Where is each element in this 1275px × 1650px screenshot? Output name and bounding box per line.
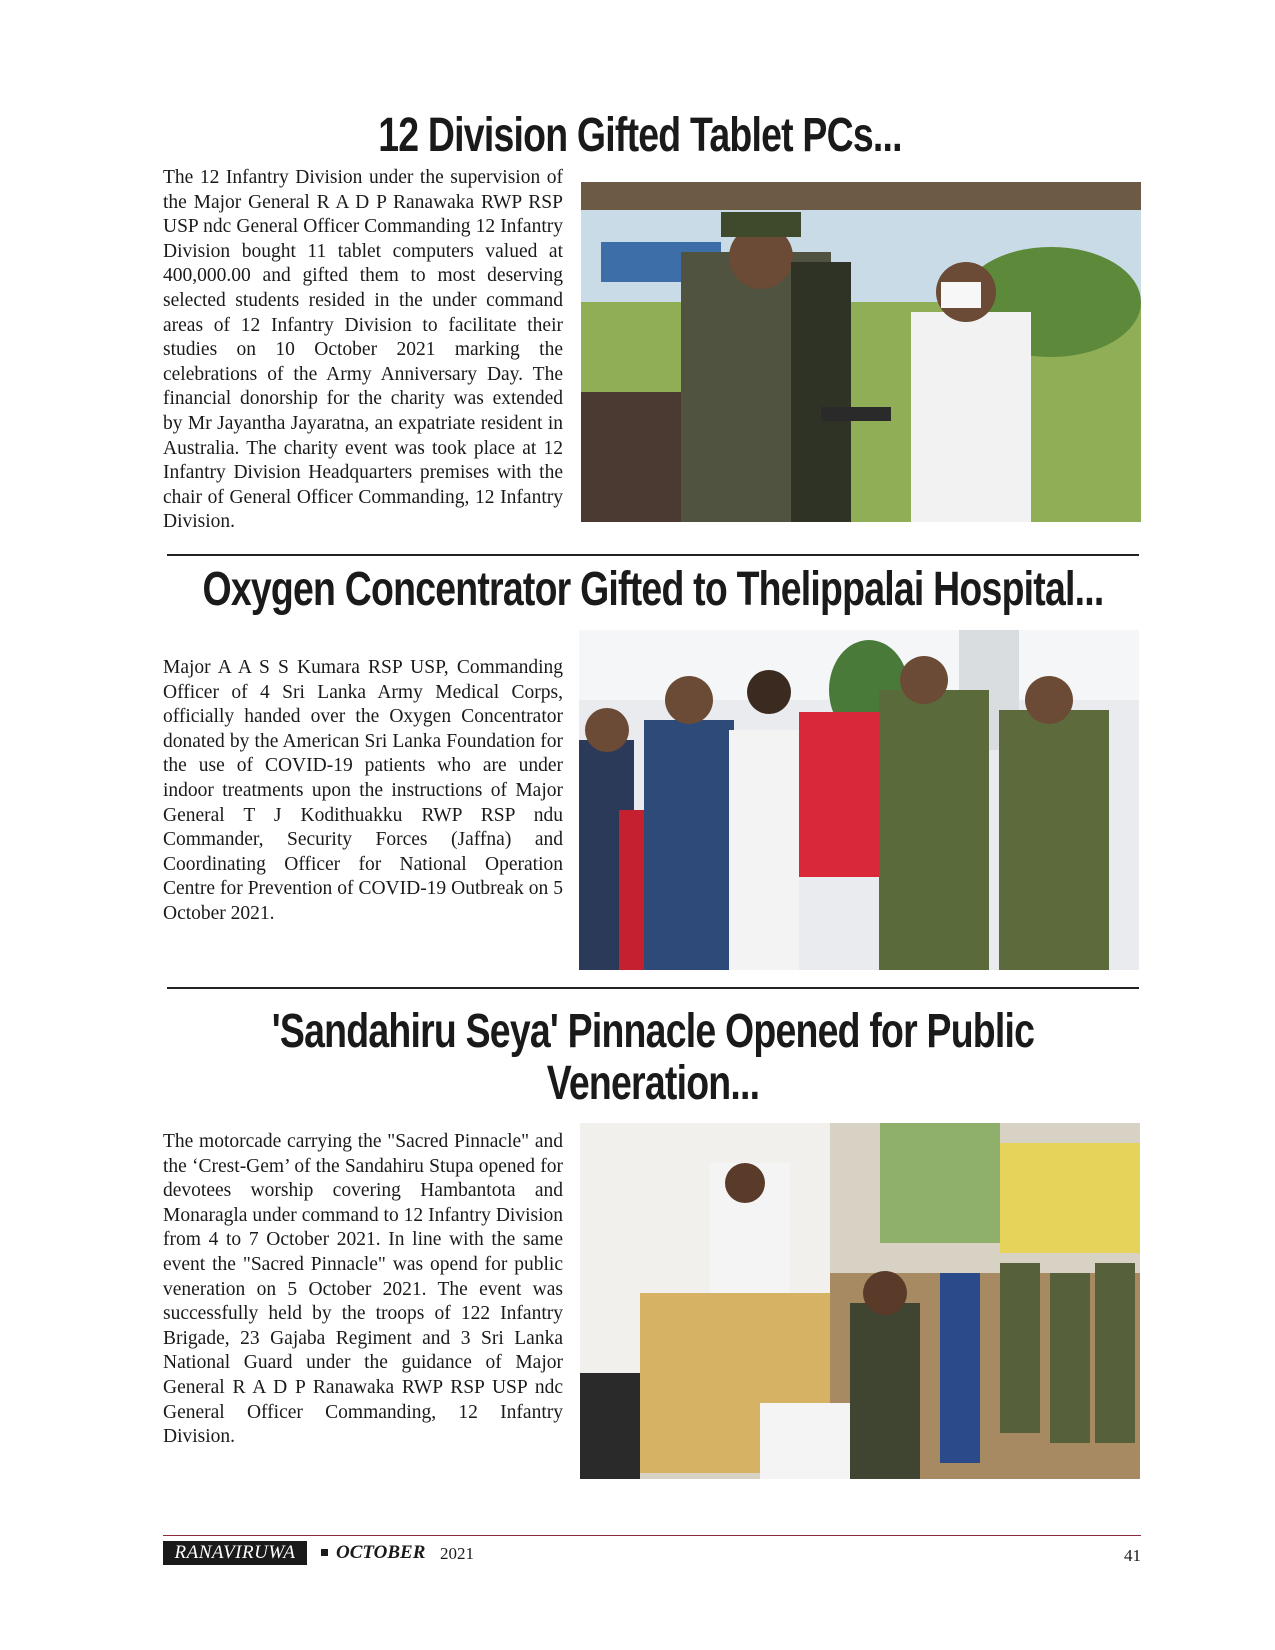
footer-bullet — [321, 1549, 328, 1556]
article-3-headline-line-2: Veneration... — [546, 1057, 760, 1110]
article-2-headline: Oxygen Concentrator Gifted to Thelippalai Hospital... — [202, 563, 1104, 616]
article-1-body: The 12 Infantry Division under the supervision of the Major General R A D P Ranawaka RWP RSP USP ndc General Officer Commanding 12 Infantry Division bought 11 tablet computers valued at 400,000.00 and gifted them to most deserving selected students resided in the under command areas of 12 Infantry Division to facilitate their studies on 10 October 2021 marking the celebrations of the Army Anniversary Day. The financial donorship for the charity was extended by Mr Jayantha Jayaratna, an expatriate resident in Australia. The charity event was took place at 12 Infantry Division Headquarters premises with the chair of General Officer Commanding, 12 Infantry Division. — [163, 167, 563, 533]
article-2-body: Major A A S S Kumara RSP USP, Commanding Officer of 4 Sri Lanka Army Medical Corps, officially handed over the Oxygen Concentrator donated by the American Sri Lanka Foundation for the use of COVID-19 patients who are under indoor treatments upon the instructions of Major General T J Kodithuakku RWP RSP ndu Commander, Security Forces (Jaffna) and Coordinating Officer for National Operation Centre for Prevention of COVID-19 Outbreak on 5 October 2021. — [163, 657, 563, 924]
page-number: 41 — [1124, 1546, 1141, 1565]
section-divider-2 — [167, 987, 1139, 989]
pinnacle-veneration-photo — [580, 1123, 1140, 1479]
article-1-photo — [581, 182, 1141, 522]
section-divider-1 — [167, 554, 1139, 556]
oxygen-concentrator-handover-photo — [579, 630, 1139, 970]
footer-rule — [163, 1535, 1141, 1536]
article-3-body: The motorcade carrying the "Sacred Pinnacle" and the ‘Crest-Gem’ of the Sandahiru Stupa opened for devotees worship covering Hambantota and Monaragla under command to 12 Infantry Division from 4 to 7 October 2021. In line with the same event the "Sacred Pinnacle" was opend for public veneration on 5 October 2021. The event was successfully held by the troops of 122 Infantry Brigade, 23 Gajaba Regiment and 3 Sri Lanka National Guard under the guidance of Major General R A D P Ranawaka RWP RSP USP ndc General Officer Commanding, 12 Infantry Division. — [163, 1131, 563, 1448]
footer-magazine-name: RANAVIRUWA — [163, 1541, 307, 1565]
footer-year: 2021 — [440, 1544, 474, 1563]
article-1-headline: 12 Division Gifted Tablet PCs... — [378, 109, 902, 162]
article-3-photo — [580, 1123, 1140, 1479]
tablet-handover-photo — [581, 182, 1141, 522]
footer-month: OCTOBER — [336, 1542, 426, 1563]
article-2-photo — [579, 630, 1139, 970]
article-3-headline-line-1: 'Sandahiru Seya' Pinnacle Opened for Public — [271, 1005, 1035, 1058]
